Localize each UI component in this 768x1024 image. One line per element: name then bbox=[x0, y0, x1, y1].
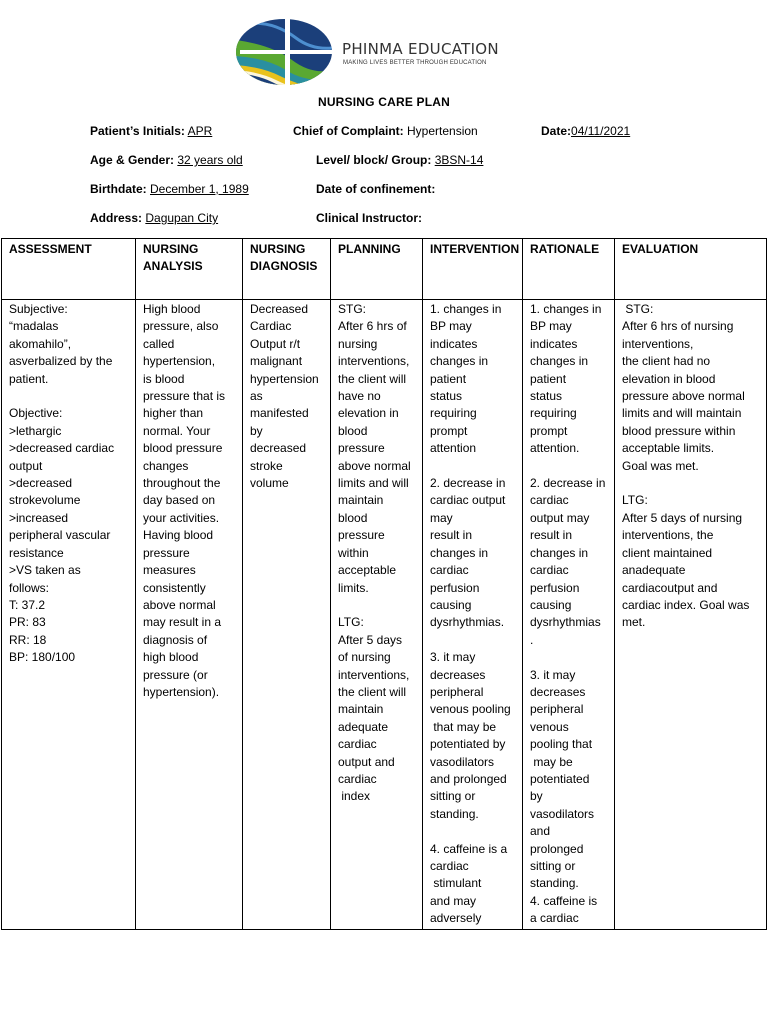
date-label: Date: bbox=[541, 124, 572, 138]
date-field bbox=[541, 124, 630, 138]
complaint-label: Chief of Complaint: bbox=[293, 124, 404, 138]
cell-assessment: Subjective: “madalas akomahilo”, asverbalized by the patient. Objective: >lethargic >decreased cardiac output >decreased strokevolume >increased peripheral vascular resistance >VS taken as follows: T: 37.2 PR: 83 RR: 18 BP: 180/100 bbox=[2, 300, 136, 930]
table-row bbox=[2, 300, 767, 930]
level-value: 3BSN-14 bbox=[434, 153, 484, 167]
brand-tagline: MAKING LIVES BETTER THROUGH EDUCATION bbox=[343, 60, 487, 66]
cell-nursing-analysis: High blood pressure, also called hypertension, is blood pressure that is higher than normal. Your blood pressure changes throughout the day based on your activities. Having blood pressure measures consistently above normal may result in a diagnosis of high blood pressure (or hypertension). bbox=[136, 300, 243, 930]
cell-nursing-diagnosis: Decreased Cardiac Output r/t malignant hypertension as manifested by decreased stroke volume bbox=[243, 300, 331, 930]
header-assessment: ASSESSMENT bbox=[2, 239, 136, 300]
complaint-value: Hypertension bbox=[407, 124, 478, 138]
header-intervention: INTERVENTION bbox=[423, 239, 523, 300]
age-value: 32 years old bbox=[177, 153, 243, 167]
date-value: 04/11/2021 bbox=[571, 124, 631, 138]
header-planning: PLANNING bbox=[331, 239, 423, 300]
age-gender-field bbox=[90, 153, 243, 167]
cell-planning: STG: After 6 hrs of nursing interventions, the client will have no elevation in blood pressure above normal limits and will maintain blood pressure within acceptable limits. LTG: After 5 days of nursing interventions, the client will maintain adequate cardiac output and cardiac index bbox=[331, 300, 423, 930]
patient-initials-field bbox=[90, 124, 212, 138]
address-value: Dagupan City bbox=[145, 211, 219, 225]
table-header-row bbox=[2, 239, 767, 300]
birthdate-label: Birthdate: bbox=[90, 182, 147, 196]
header-rationale: RATIONALE bbox=[523, 239, 615, 300]
header-evaluation: EVALUATION bbox=[615, 239, 767, 300]
age-label: Age & Gender: bbox=[90, 153, 175, 167]
phinma-logo bbox=[232, 10, 532, 90]
page-title: NURSING CARE PLAN bbox=[317, 95, 451, 109]
care-plan-table bbox=[1, 238, 767, 930]
confinement-field bbox=[316, 182, 435, 196]
birthdate-field bbox=[90, 182, 249, 196]
level-block-group-field bbox=[316, 153, 483, 167]
cell-evaluation: STG: After 6 hrs of nursing interventions, the client had no elevation in blood pressure above normal limits and will maintain blood pressure within acceptable limits. Goal was met. LTG: After 5 days of nursing interventions, the client maintained anadequate cardiacoutput and cardiac index. Goal was met. bbox=[615, 300, 767, 930]
header-nursing-analysis: NURSING ANALYSIS bbox=[136, 239, 243, 300]
chief-complaint-field bbox=[293, 124, 478, 138]
address-field bbox=[90, 211, 218, 225]
initials-label: Patient’s Initials: bbox=[90, 124, 185, 138]
confinement-label: Date of confinement: bbox=[316, 182, 436, 196]
cell-rationale: 1. changes in BP may indicates changes in patient status requiring prompt attention. 2. decrease in cardiac output may result in changes in cardiac perfusion causing dysrhythmias . 3. it may decreases peripheral venous pooling that may be potentiated by vasodilators and prolonged sitting or standing. 4. caffeine is a cardiac bbox=[523, 300, 615, 930]
cell-intervention: 1. changes in BP may indicates changes in patient status requiring prompt attention 2. decrease in cardiac output may result in changes in cardiac perfusion causing dysrhythmias. 3. it may decreases peripheral venous pooling that may be potentiated by vasodilators and prolonged sitting or standing. 4. caffeine is a cardiac stimulant and may adversely bbox=[423, 300, 523, 930]
instructor-field bbox=[316, 211, 422, 225]
brand-name: PHINMA EDUCATION bbox=[342, 40, 499, 58]
birthdate-value: December 1, 1989 bbox=[150, 182, 249, 196]
instructor-label: Clinical Instructor: bbox=[316, 211, 423, 225]
level-label: Level/ block/ Group: bbox=[316, 153, 432, 167]
address-label: Address: bbox=[90, 211, 143, 225]
initials-value: APR bbox=[187, 124, 213, 138]
header-nursing-diagnosis: NURSING DIAGNOSIS bbox=[243, 239, 331, 300]
